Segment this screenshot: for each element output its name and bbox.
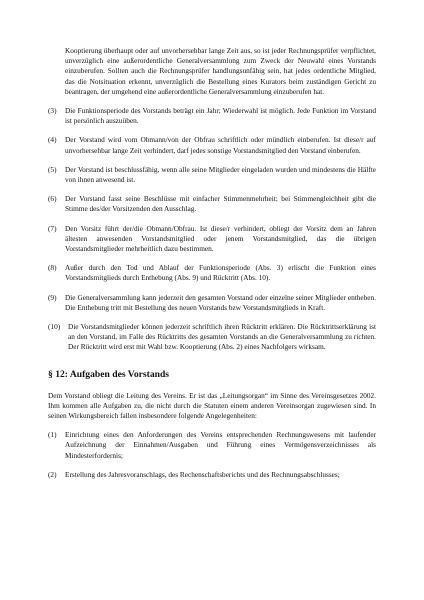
clause-11-5 — [48, 165, 376, 185]
section-intro: Dem Vorstand obliegt die Leitung des Vereins. Er ist das „Leitungsorgan“ im Sinne des Vereinsgesetzes 2002. Ihm kommen alle Aufgaben zu, die nicht durch die Statuten einem anderen Vereinsorgan zugewiesen sind. In seinen Wirkungsbereich fallen insbesondere folgende Angelegenheiten: — [48, 390, 376, 421]
task-12-2 — [48, 470, 376, 480]
clause-number: (10) — [48, 322, 61, 332]
task-text: Einrichtung eines den Anforderungen des Vereins entsprechenden Rechnungswesens mit laufender Aufzeichnung der Einnahmen/Ausgaben und Führung eines Vermögensverzeichnisses als Mindesterfordernis; — [65, 430, 376, 460]
clause-11-6 — [48, 194, 376, 214]
clause-text: Außer durch den Tod und Ablauf der Funktionsperiode (Abs. 3) erlischt die Funktion eines Vorstandsmitglieds durch Enthebung (Abs. 9) und Rücktritt (Abs. 10). — [65, 263, 376, 283]
task-number: (1) — [48, 430, 57, 440]
section-heading: § 12: Aufgaben des Vorstands — [48, 368, 170, 380]
clause-text: Die Funktionsperiode des Vorstands beträgt ein Jahr; Wiederwahl ist möglich. Jede Funktion im Vorstand ist persönlich auszuüben. — [65, 106, 376, 126]
clause-11-8 — [48, 263, 376, 283]
page-content — [48, 46, 376, 480]
clause-number: (4) — [48, 135, 57, 145]
clause-text: Die Vorstandsmitglieder können jederzeit schriftlich ihren Rücktritt erklären. Die Rücktrittserklärung ist an den Vorstand, im Falle des Rücktritts des gesamten Vorstands an die Generalversammlung zu richten. Der Rücktritt wird erst mit Wahl bzw. Kooptierung (Abs. 2) eines Nachfolgers wirksam. — [68, 322, 376, 352]
clause-text: Die Generalversammlung kann jederzeit den gesamten Vorstand oder einzelne seiner Mitglieder entheben. Die Enthebung tritt mit Bestellung des neuen Vorstands bzw Vorstandsmitglieds in Kraft. — [65, 292, 376, 312]
continued-paragraph: Kooptierung überhaupt oder auf unvorhersehbar lange Zeit aus, so ist jeder Rechnungsprüfer verpflichtet, unverzüglich eine außerordentliche Generalversammlung zum Zweck der Neuwahl eines Vorstands einzuberufen. Sollten auch die Rechnungsprüfer handlungsunfähig sein, hat jedes ordentliche Mitglied, das die Notsituation erkennt, unverzüglich die Bestellung eines Kurators beim zuständigen Gericht zu beantragen, der umgehend eine außerordentliche Generalversammlung einzuberufen hat. — [65, 46, 376, 96]
clause-number: (8) — [48, 263, 57, 273]
clause-11-7 — [48, 224, 376, 255]
clause-text: Der Vorstand wird vom Obmann/von der Obfrau schriftlich oder mündlich einberufen. Ist diese/r auf unvorhersehbar lange Zeit verhindert, darf jedes sonstige Vorstandsmitglied den Vorstand einberufen. — [65, 135, 376, 155]
clause-11-4 — [48, 135, 376, 155]
task-12-1 — [48, 430, 376, 461]
clause-text: Der Vorstand ist beschlussfähig, wenn alle seine Mitglieder eingeladen wurden und mindestens die Hälfte von ihnen anwesend ist. — [65, 164, 376, 185]
task-text: Erstellung des Jahresvoranschlags, des Rechenschaftsberichts und des Rechnungsabschlusses; — [65, 469, 340, 479]
clause-number: (9) — [48, 292, 57, 302]
clause-11-10 — [48, 322, 376, 353]
clause-number: (5) — [48, 164, 57, 174]
clause-number: (6) — [48, 194, 57, 204]
clause-11-3 — [48, 106, 376, 126]
clause-text: Den Vorsitz führt der/die Obmann/Obfrau. Ist diese/r verhindert, obliegt der Vorsitz dem an Jahren ältesten anwesenden Vorstandsmitglied oder jenem Vorstandsmitglied, das die übrigen Vorstandsmitglieder mehrheitlich dazu bestimmen. — [65, 223, 376, 254]
clause-number: (3) — [48, 106, 57, 116]
clause-text: Der Vorstand fasst seine Beschlüsse mit einfacher Stimmenmehrheit; bei Stimmengleichheit gibt die Stimme des/der Vorsitzenden den Ausschlag. — [65, 194, 376, 214]
clause-11-9 — [48, 293, 376, 313]
task-number: (2) — [48, 469, 57, 479]
clause-number: (7) — [48, 223, 57, 233]
